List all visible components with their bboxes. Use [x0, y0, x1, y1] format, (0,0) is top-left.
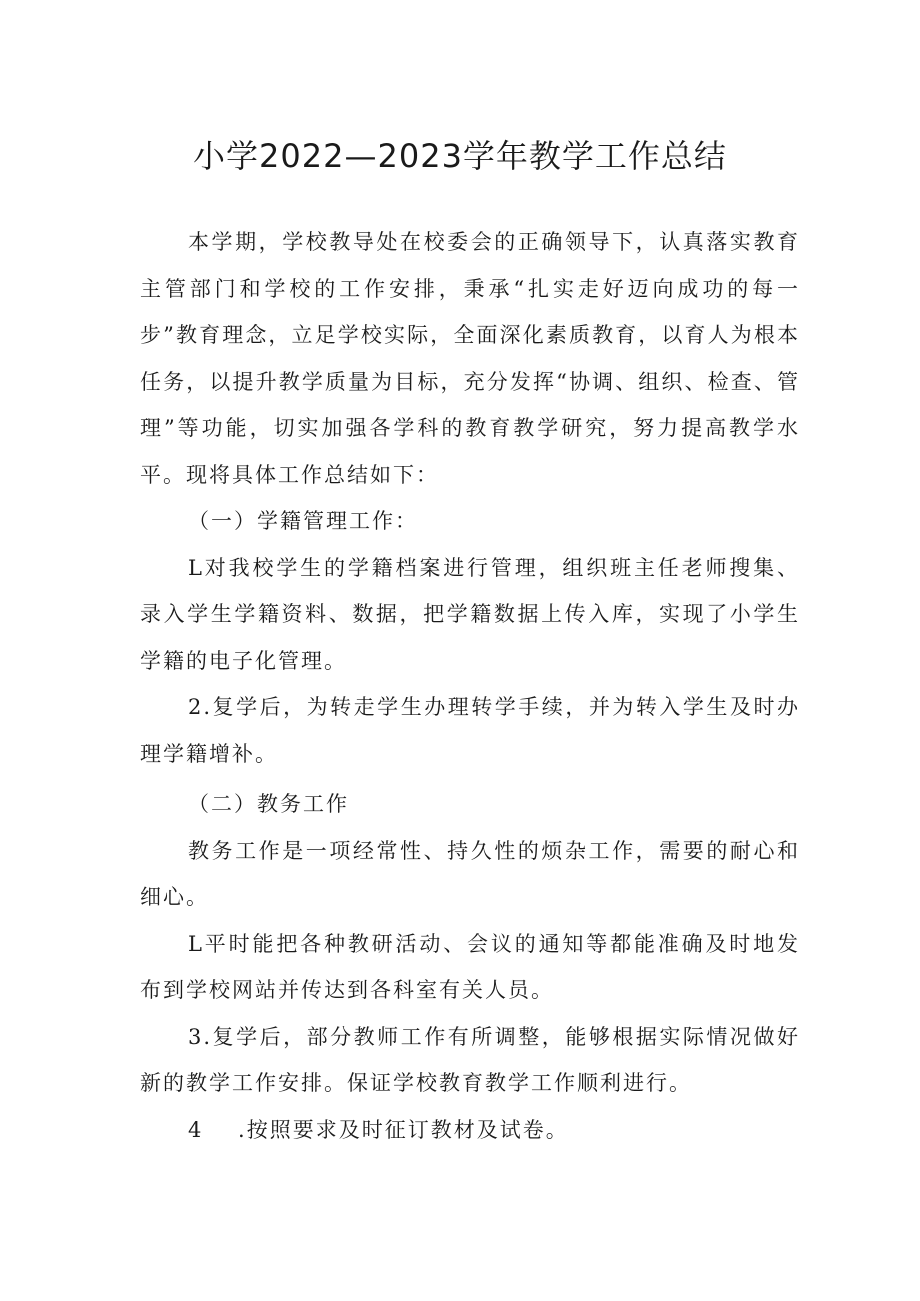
section-2 [140, 781, 800, 1153]
section-1 [140, 498, 800, 777]
section-2-intro: 教务工作是一项经常性、持久性的烦杂工作，需要的耐心和细心。 [140, 838, 800, 909]
section-2-item-1: L平时能把各种教研活动、会议的通知等都能准确及时地发布到学校网站并传达到各科室有关人员。 [140, 931, 800, 1002]
section-1-heading: （一）学籍管理工作： [188, 509, 418, 533]
section-1-item-1: L对我校学生的学籍档案进行管理，组织班主任老师搜集、录入学生学籍资料、数据，把学籍数据上传入库，实现了小学生学籍的电子化管理。 [140, 555, 800, 673]
section-2-item-4: 4 .按照要求及时征订教材及试卷。 [188, 1117, 569, 1142]
section-2-item-3: 3.复学后，部分教师工作有所调整，能够根据实际情况做好新的教学工作安排。保证学校教育教学工作顺利进行。 [140, 1024, 800, 1095]
page-title: 小学2022—2023学年教学工作总结 [193, 137, 727, 175]
section-1-item-2: 2.复学后，为转走学生办理转学手续，并为转入学生及时办理学籍增补。 [140, 695, 800, 766]
section-2-heading: （二）教务工作 [188, 792, 349, 816]
intro-paragraph: 本学期，学校教导处在校委会的正确领导下，认真落实教育主管部门和学校的工作安排，秉承“扎实走好迈向成功的每一步”教育理念，立足学校实际，全面深化素质教育，以育人为根本任务，以提升教学质量为目标，充分发挥“协调、组织、检查、管理”等功能，切实加强各学科的教育教学研究，努力提高教学水平。现将具体工作总结如下： [140, 230, 800, 487]
intro-block [140, 219, 800, 498]
